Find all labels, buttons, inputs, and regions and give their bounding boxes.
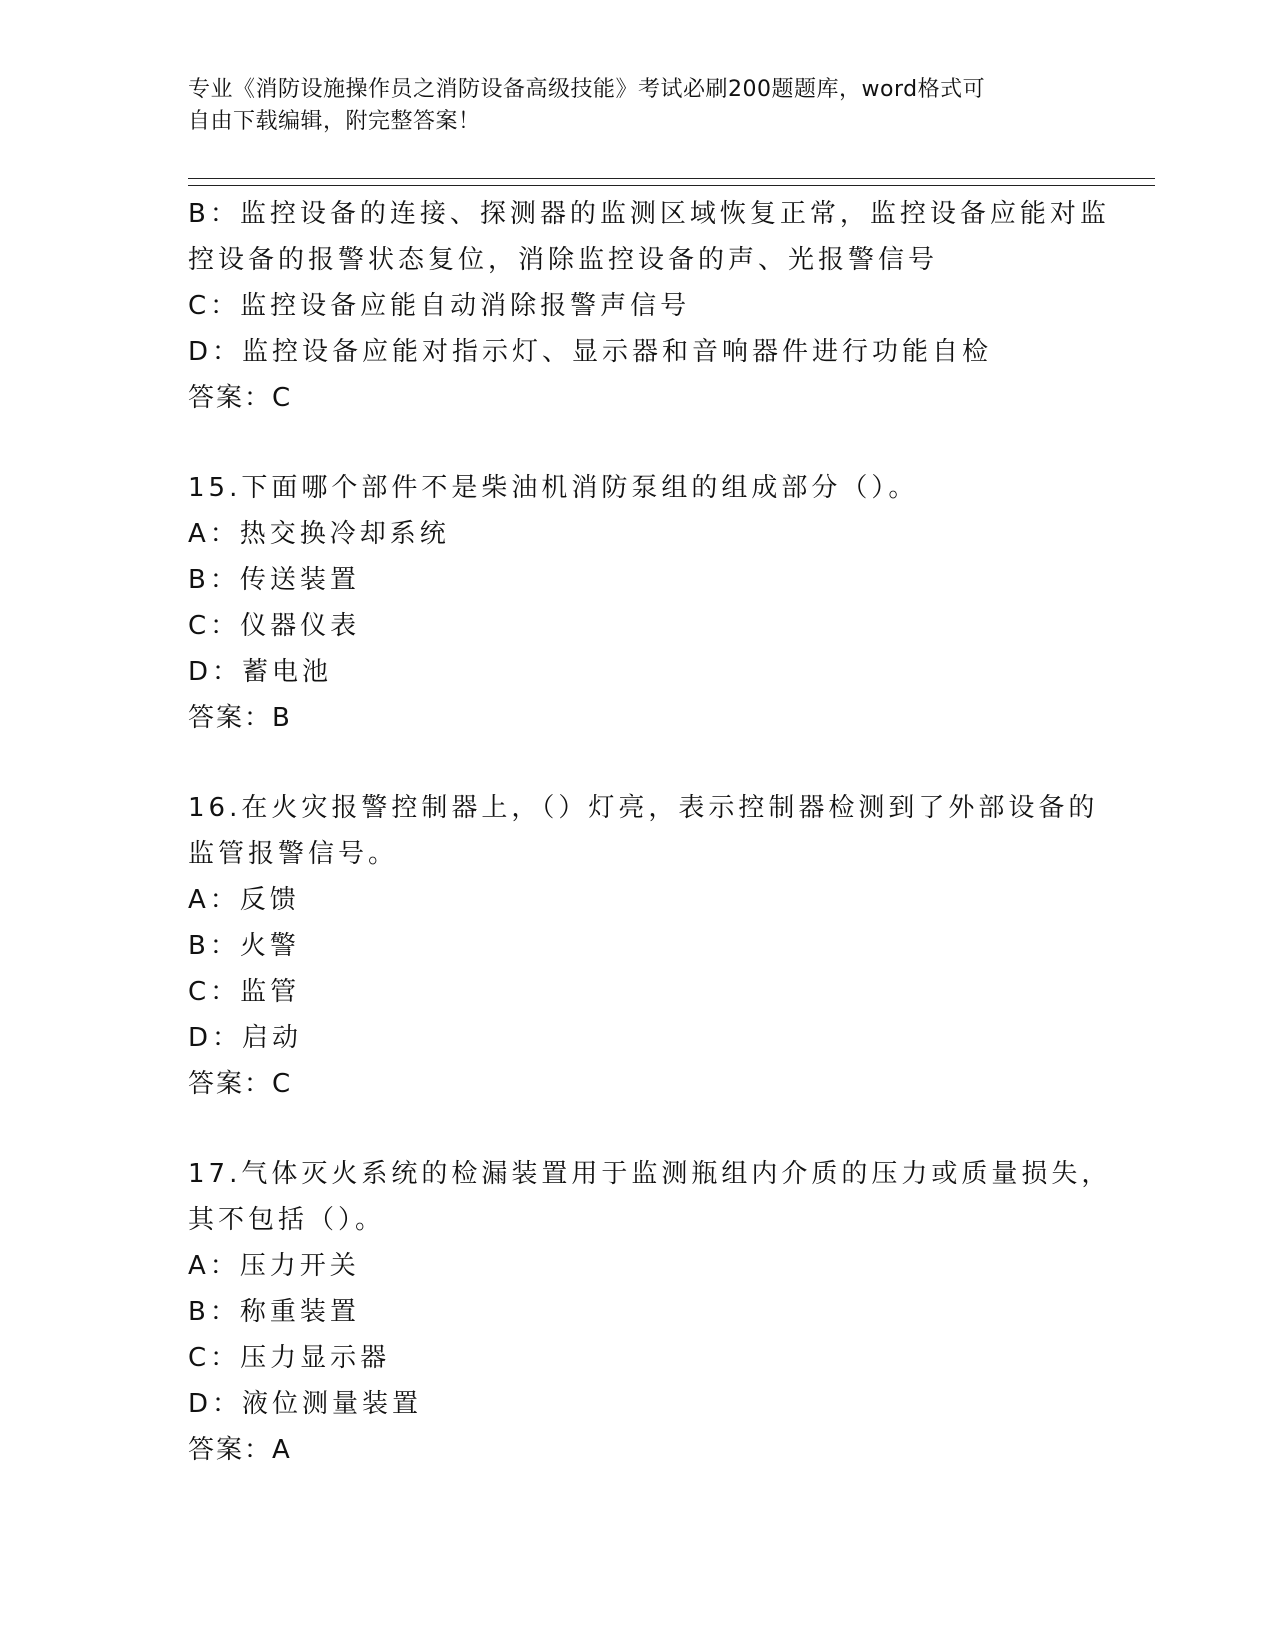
header-line-1: 专业《消防设施操作员之消防设备高级技能》考试必刷200题题库，word格式可: [188, 77, 986, 102]
question-text-line-2: 其不包括（）。: [188, 1205, 386, 1235]
answer-line: 答案：B: [188, 703, 292, 733]
option-d: D：启动: [188, 1023, 303, 1053]
spacer: [188, 741, 1088, 785]
option-a: A：压力开关: [188, 1251, 360, 1281]
spacer: [188, 1107, 1088, 1151]
header-double-rule: [188, 178, 1155, 186]
page-header: [188, 74, 1088, 138]
option-b: B：火警: [188, 931, 300, 961]
question-text-line-1: 17.气体灭火系统的检漏装置用于监测瓶组内介质的压力或质量损失，: [188, 1159, 1112, 1189]
option-a: A：热交换冷却系统: [188, 519, 450, 549]
document-body: [188, 191, 1112, 1473]
option-c: C：监控设备应能自动消除报警声信号: [188, 291, 691, 321]
option-b-line-2: 控设备的报警状态复位，消除监控设备的声、光报警信号: [188, 245, 939, 275]
answer-line: 答案：C: [188, 383, 293, 413]
option-c: C：仪器仪表: [188, 611, 361, 641]
option-d: D：蓄电池: [188, 657, 333, 687]
option-b-line-1: B：监控设备的连接、探测器的监测区域恢复正常，监控设备应能对监: [188, 199, 1110, 229]
option-d: D：液位测量装置: [188, 1389, 423, 1419]
question-15: [188, 465, 1088, 741]
option-c: C：压力显示器: [188, 1343, 391, 1373]
option-d: D：监控设备应能对指示灯、显示器和音响器件进行功能自检: [188, 337, 993, 367]
header-line-2: 自由下载编辑，附完整答案！: [188, 109, 481, 134]
option-b: B：传送装置: [188, 565, 360, 595]
spacer: [188, 421, 1088, 465]
answer-line: 答案：C: [188, 1069, 293, 1099]
question-text: 15.下面哪个部件不是柴油机消防泵组的组成部分（）。: [188, 473, 919, 503]
option-c: C：监管: [188, 977, 301, 1007]
option-a: A：反馈: [188, 885, 300, 915]
question-14-continuation: [188, 191, 1110, 421]
answer-line: 答案：A: [188, 1435, 292, 1465]
option-b: B：称重装置: [188, 1297, 360, 1327]
question-text-line-1: 16.在火灾报警控制器上，（）灯亮，表示控制器检测到了外部设备的: [188, 793, 1099, 823]
question-16: [188, 785, 1099, 1107]
question-text-line-2: 监管报警信号。: [188, 839, 399, 869]
question-17: [188, 1151, 1112, 1473]
